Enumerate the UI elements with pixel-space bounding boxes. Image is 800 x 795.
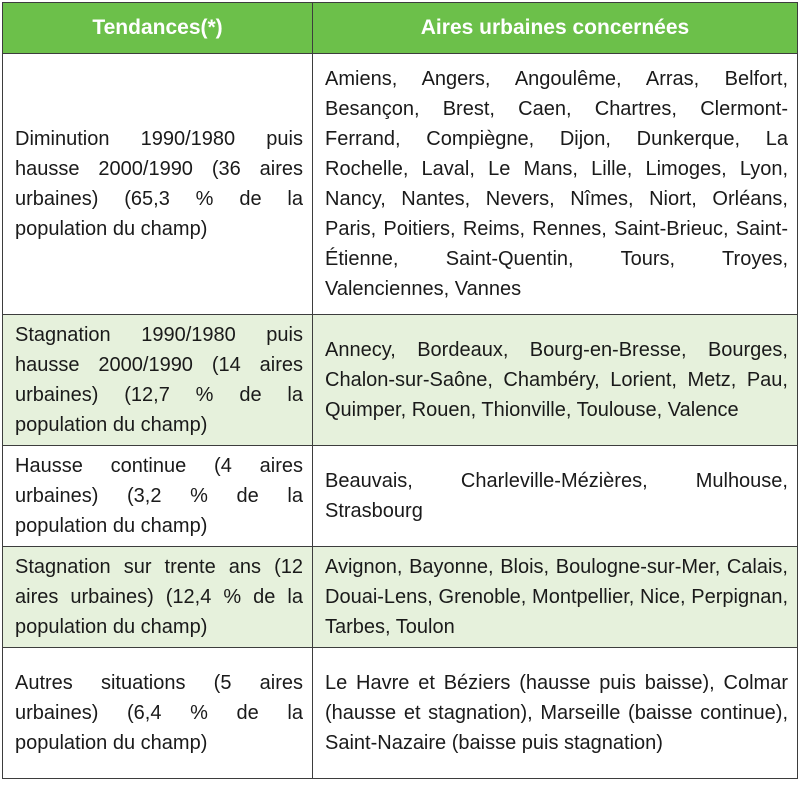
trend-cell: Autres situations (5 aires urbaines) (6,4 % de la population du champ) xyxy=(3,648,313,779)
table-header-row xyxy=(3,3,798,54)
areas-cell: Amiens, Angers, Angoulême, Arras, Belfort, Besançon, Brest, Caen, Chartres, Clermont-Ferrand, Compiègne, Dijon, Dunkerque, La Rochelle, Laval, Le Mans, Lille, Limoges, Lyon, Nancy, Nantes, Nevers, Nîmes, Niort, Orléans, Paris, Poitiers, Reims, Rennes, Saint-Brieuc, Saint-Étienne, Saint-Quentin, Tours, Troyes, Valenciennes, Vannes xyxy=(313,54,798,315)
table-row xyxy=(3,315,798,446)
header-urban-areas: Aires urbaines concernées xyxy=(313,3,798,54)
header-trends: Tendances(*) xyxy=(3,3,313,54)
trend-cell: Hausse continue (4 aires urbaines) (3,2 % de la population du champ) xyxy=(3,446,313,547)
trend-cell: Diminution 1990/1980 puis hausse 2000/1990 (36 aires urbaines) (65,3 % de la population du champ) xyxy=(3,54,313,315)
areas-cell: Le Havre et Béziers (hausse puis baisse), Colmar (hausse et stagnation), Marseille (baisse continue), Saint-Nazaire (baisse puis stagnation) xyxy=(313,648,798,779)
areas-cell: Beauvais, Charleville-Mézières, Mulhouse, Strasbourg xyxy=(313,446,798,547)
areas-cell: Annecy, Bordeaux, Bourg-en-Bresse, Bourges, Chalon-sur-Saône, Chambéry, Lorient, Metz, Pau, Quimper, Rouen, Thionville, Toulouse, Valence xyxy=(313,315,798,446)
table-row xyxy=(3,54,798,315)
table-row xyxy=(3,446,798,547)
areas-cell: Avignon, Bayonne, Blois, Boulogne-sur-Mer, Calais, Douai-Lens, Grenoble, Montpellier, Nice, Perpignan, Tarbes, Toulon xyxy=(313,547,798,648)
table-row xyxy=(3,547,798,648)
table-row xyxy=(3,648,798,779)
trends-table xyxy=(2,2,798,779)
trend-cell: Stagnation sur trente ans (12 aires urbaines) (12,4 % de la population du champ) xyxy=(3,547,313,648)
trend-cell: Stagnation 1990/1980 puis hausse 2000/1990 (14 aires urbaines) (12,7 % de la population du champ) xyxy=(3,315,313,446)
